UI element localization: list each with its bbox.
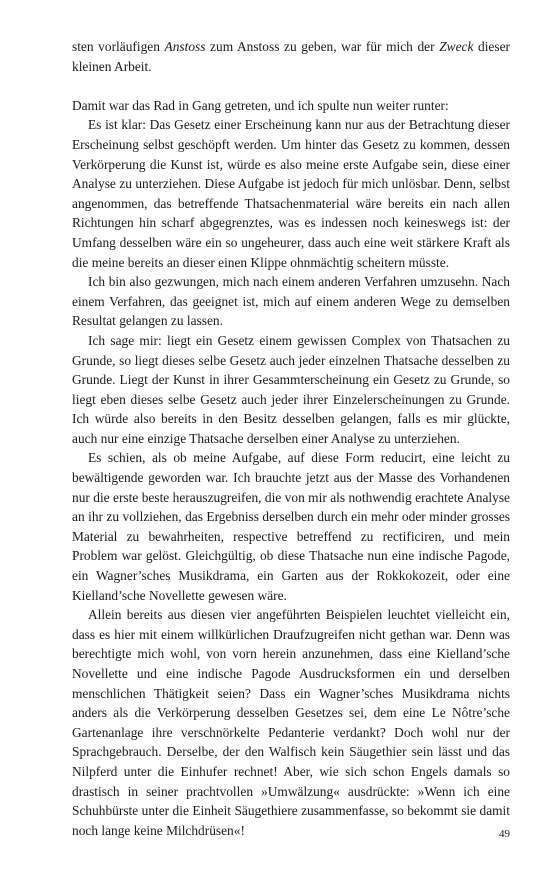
text-run: sten vorläufigen (72, 39, 165, 54)
text-run: Damit war das Rad in Gang getreten, und ich spulte nun weiter runter: (72, 97, 449, 113)
paragraph (72, 331, 510, 449)
text-run: dieser kleinen Arbeit. (72, 39, 510, 74)
paragraph (72, 96, 510, 116)
paragraph (72, 37, 510, 76)
text-run: Ich sage mir: liegt ein Gesetz einem gewissen Complex von Thatsachen zu Grunde, so liegt dieses selbe Gesetz auch jeder einzelnen Thatsache desselben zu Grunde. Liegt der Kunst in ihrer Gesammterscheinung ein Gesetz zu Grunde, so liegt eben dieses selbe Gesetz auch jeder ihrer Einzelerscheinungen zu Grunde. Ich würde also bereits in den Besitz desselben gelangen, falls es mir glückte, auch nur eine einzige Thatsache derselben einer Analyse zu unterziehen. (72, 332, 510, 446)
text-run: Ich bin also gezwungen, mich nach einem anderen Verfahren umzusehn. Nach einem Verfahren, das geeignet ist, mich auf einem anderen Wege zu demselben Resultat gelangen zu lassen. (72, 274, 510, 329)
paragraph (72, 605, 510, 840)
paragraph (72, 272, 510, 331)
page-number: 49 (499, 828, 510, 840)
emphasized-text: Anstoss (164, 39, 206, 54)
emphasized-text: Zweck (439, 39, 474, 54)
text-run: zum Anstoss zu geben, war für mich der (205, 39, 440, 54)
text-run: Es schien, als ob meine Aufgabe, auf diese Form reducirt, eine leicht zu bewältigende geworden war. Ich brauchte jetzt aus der Masse des Vorhandenen nur die erste beste herauszugreifen, die von mir als nothwendig erachtete Analyse an ihr zu vollziehen, das Ergebniss derselben durch ein mehr oder minder grosses Material zu bewahrheiten, respective betreffend zu rectificiren, und mein Problem war gelöst. Gleichgültig, ob diese Thatsache nun eine indische Pagode, ein Wagner’sches Musikdrama, ein Garten aus der Rokkokozeit, oder eine Kielland’sche Novellette gewesen wäre. (72, 450, 510, 603)
text-run: Es ist klar: Das Gesetz einer Erscheinung kann nur aus der Betrachtung dieser Erscheinung selbst geschöpft werden. Um hinter das Gesetz zu kommen, dessen Verkörperung die Kunst ist, würde es also meine erste Aufgabe sein, diese einer Analyse zu unterziehen. Diese Aufgabe ist jedoch für mich unlösbar. Denn, selbst angenommen, das betreffende Thatsachenmaterial wäre bereits ein nach allen Richtungen hin scharf abgegrenztes, was es indessen noch keineswegs ist: der Umfang desselben wäre ein so ungeheurer, dass auch eine weit stärkere Kraft als die meine bereits an dieser einen Klippe ohnmächtig scheitern müsste. (72, 117, 510, 270)
body-text (72, 37, 510, 840)
text-run: Allein bereits aus diesen vier angeführten Beispielen leuchtet vielleicht ein, dass es hier mit einem willkürlichen Draufzugreifen nicht gethan war. Denn was berechtigte mich wohl, von vorn herein anzunehmen, dass eine Kielland’sche Novellette und eine indische Pagode Ausdrucksformen ein und derselben menschlichen Thätigkeit seien? Dass ein Wagner’sches Musikdrama nichts anders als die Verkörperung desselben Gesetzes sei, dem eine Le Nôtre’sche Gartenanlage ihre verschnörkelte Pedanterie verdankt? Doch wohl nur der Sprachgebrauch. Derselbe, der den Walfisch kein Säugethier sein lässt und das Nilpferd unter die Einhufer rechnet! Aber, wie sich schon Engels damals so drastisch in seiner prachtvollen »Umwälzung« ausdrückte: »Wenn ich eine Schuhbürste unter die Einheit Säugethiere zusammenfasse, so bekommt sie damit noch lange keine Milchdrüsen«! (72, 607, 510, 838)
paragraph (72, 448, 510, 605)
paragraph (72, 115, 510, 272)
